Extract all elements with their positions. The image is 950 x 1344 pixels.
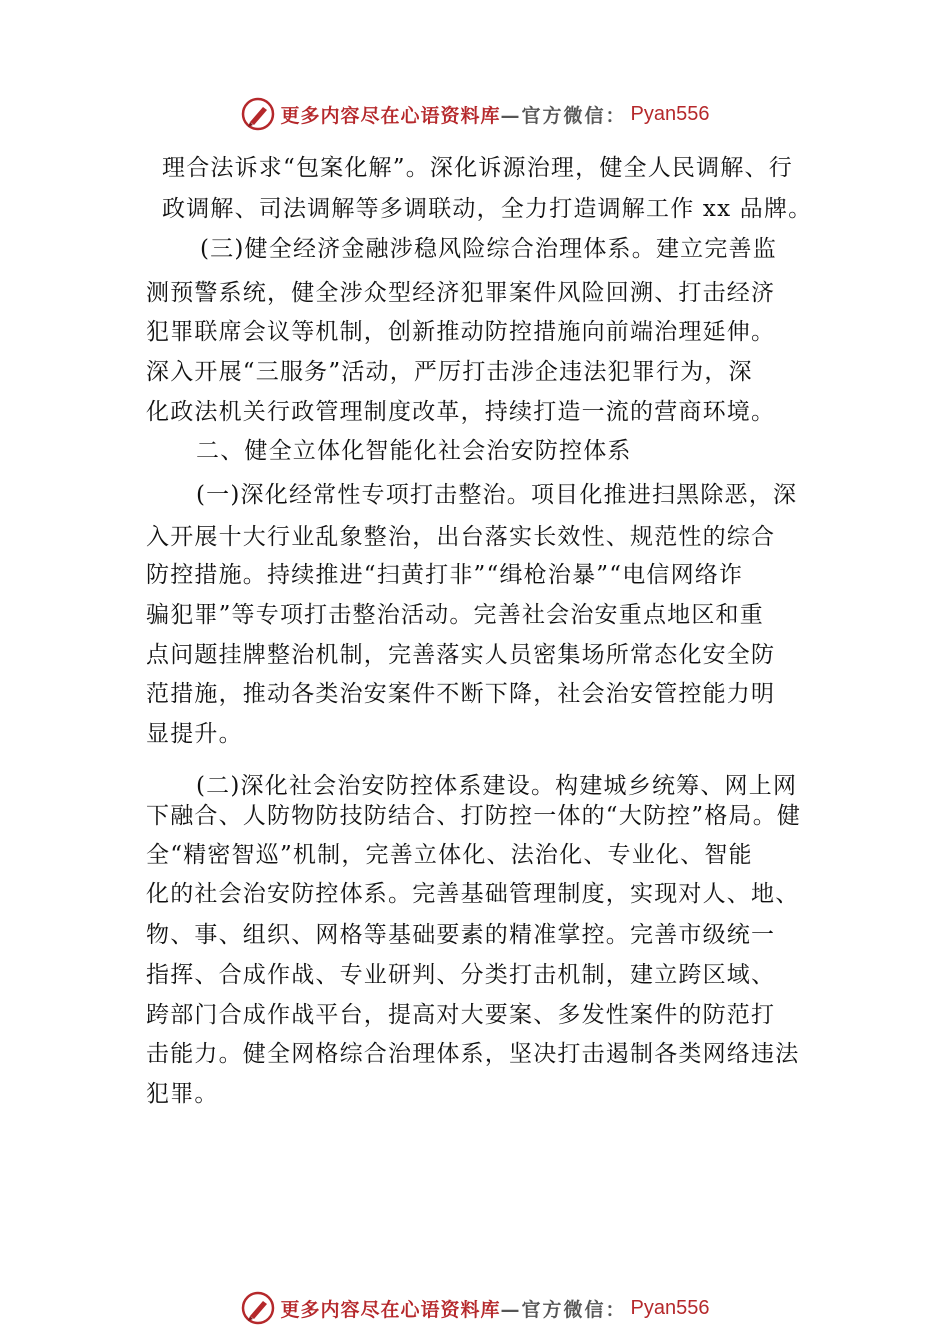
pen-logo-icon bbox=[241, 97, 275, 131]
watermark-main-text: 更多内容尽在心语资料库 bbox=[280, 1298, 501, 1321]
body-line: 犯罪。 bbox=[146, 1081, 219, 1107]
body-line: 政调解、司法调解等多调联动，全力打造调解工作 xx 品牌。 bbox=[162, 196, 813, 222]
body-line: 物、事、组织、网格等基础要素的精准掌控。完善市级统一 bbox=[146, 922, 776, 948]
body-line: 防控措施。持续推进“扫黄打非”“缉枪治暴”“电信网络诈 bbox=[146, 562, 744, 588]
header-watermark bbox=[0, 92, 950, 136]
subsection-heading-2: (二)深化社会治安防控体系建设。构建城乡统筹、网上网 bbox=[196, 773, 798, 799]
body-line: 化政法机关行政管理制度改革，持续打造一流的营商环境。 bbox=[146, 399, 776, 425]
footer-watermark bbox=[0, 1286, 950, 1330]
body-line: 犯罪联席会议等机制，创新推动防控措施向前端治理延伸。 bbox=[146, 319, 776, 345]
body-line: 下融合、人防物防技防结合、打防控一体的“大防控”格局。健 bbox=[146, 803, 802, 829]
watermark-separator-text: —官方微信： bbox=[500, 104, 627, 127]
body-line: 跨部门合成作战平台，提高对大要案、多发性案件的防范打 bbox=[146, 1002, 776, 1028]
watermark-wechat-code: Pyan556 bbox=[630, 102, 710, 125]
body-line: 测预警系统，健全涉众型经济犯罪案件风险回溯、打击经济 bbox=[146, 280, 776, 306]
body-line: 骗犯罪”等专项打击整治活动。完善社会治安重点地区和重 bbox=[146, 602, 764, 628]
pen-logo-icon bbox=[241, 1291, 275, 1325]
body-line: 入开展十大行业乱象整治，出台落实长效性、规范性的综合 bbox=[146, 524, 776, 550]
watermark-main-text: 更多内容尽在心语资料库 bbox=[280, 104, 501, 127]
section-heading-3: (三)健全经济金融涉稳风险综合治理体系。建立完善监 bbox=[200, 236, 777, 262]
body-line: 指挥、合成作战、专业研判、分类打击机制，建立跨区域、 bbox=[146, 962, 776, 988]
watermark-separator-text: —官方微信： bbox=[500, 1298, 627, 1321]
body-line: 范措施，推动各类治安案件不断下降，社会治安管控能力明 bbox=[146, 681, 776, 707]
watermark-wechat-code: Pyan556 bbox=[630, 1296, 710, 1319]
section-heading-2: 二、健全立体化智能化社会治安防控体系 bbox=[196, 438, 632, 464]
body-line: 深入开展“三服务”活动，严厉打击涉企违法犯罪行为，深 bbox=[146, 359, 753, 385]
body-line: 点问题挂牌整治机制，完善落实人员密集场所常态化安全防 bbox=[146, 642, 776, 668]
body-line: 击能力。健全网格综合治理体系，坚决打击遏制各类网络违法 bbox=[146, 1041, 800, 1067]
subsection-heading-1: (一)深化经常性专项打击整治。项目化推进扫黑除恶，深 bbox=[196, 482, 798, 508]
body-line: 显提升。 bbox=[146, 721, 243, 747]
body-line: 化的社会治安防控体系。完善基础管理制度，实现对人、地、 bbox=[146, 881, 800, 907]
body-line: 全“精密智巡”机制，完善立体化、法治化、专业化、智能 bbox=[146, 842, 753, 868]
body-line: 理合法诉求“包案化解”。深化诉源治理，健全人民调解、行 bbox=[162, 155, 793, 181]
